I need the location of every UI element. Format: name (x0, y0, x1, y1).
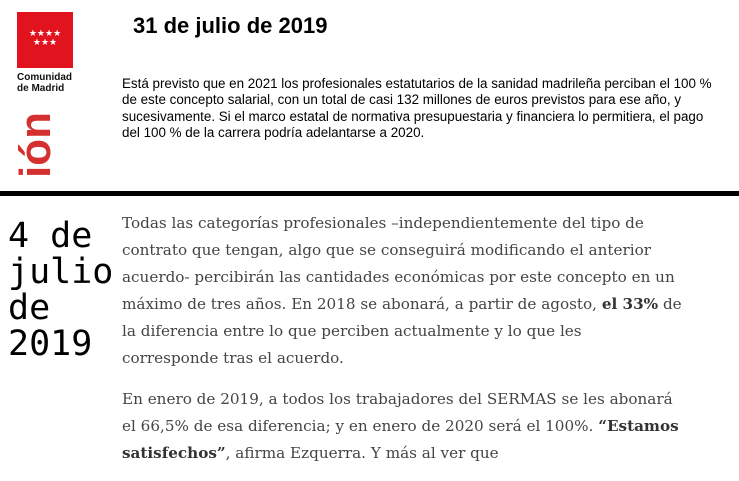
madrid-flag-logo (17, 12, 73, 68)
text-run: de la diferencia entre lo que perciben actualmente y lo que les corresponde tras el acuerdo. (122, 295, 682, 367)
article-body (122, 210, 682, 481)
organization-line1: Comunidad (17, 72, 72, 83)
text-run: Todas las categorías profesionales –independientemente del tipo de contrato que tengan, algo que se conseguirá modificando el anterior acuerdo- percibirán las cantidades económicas por este concepto en un máximo de tres años. En 2018 se abonará, a partir de agosto, (122, 214, 675, 313)
date-line: 4 de (8, 216, 93, 256)
date-line: julio (8, 252, 114, 292)
bold-quote: “Estamos satisfechos” (122, 417, 679, 462)
vertical-text-fragment: ión (11, 112, 60, 178)
divider-line (0, 191, 739, 196)
bold-percentage: el 33% (601, 295, 659, 313)
text-run: , afirma Ezquerra. Y más al ver que (225, 444, 499, 462)
article-paragraph-2 (122, 386, 682, 467)
clipping-date: 31 de julio de 2019 (133, 13, 328, 38)
top-clipping (0, 0, 739, 193)
organization-name (17, 72, 97, 94)
stars-icon: ★★★★ ★★★ (28, 29, 62, 48)
organization-line2: de Madrid (17, 83, 65, 94)
clipping-paragraph: Está previsto que en 2021 los profesionales estatutarios de la sanidad madrileña perciban el 100 % de este concepto salarial, con un total de casi 132 millones de euros previstos para ese año, y sucesivamente. Si el marco estatal de normativa presupuestaria y financiera lo permitiera, el pago del 100 % de la carrera podría adelantarse a 2020. (122, 76, 712, 140)
article-date (8, 218, 118, 362)
date-line: de (8, 288, 51, 328)
date-line: 2019 (8, 324, 93, 364)
text-run: En enero de 2019, a todos los trabajadores del SERMAS se les abonará el 66,5% de esa diferencia; y en enero de 2020 será el 100%. (122, 390, 673, 435)
article-paragraph-1 (122, 210, 682, 372)
